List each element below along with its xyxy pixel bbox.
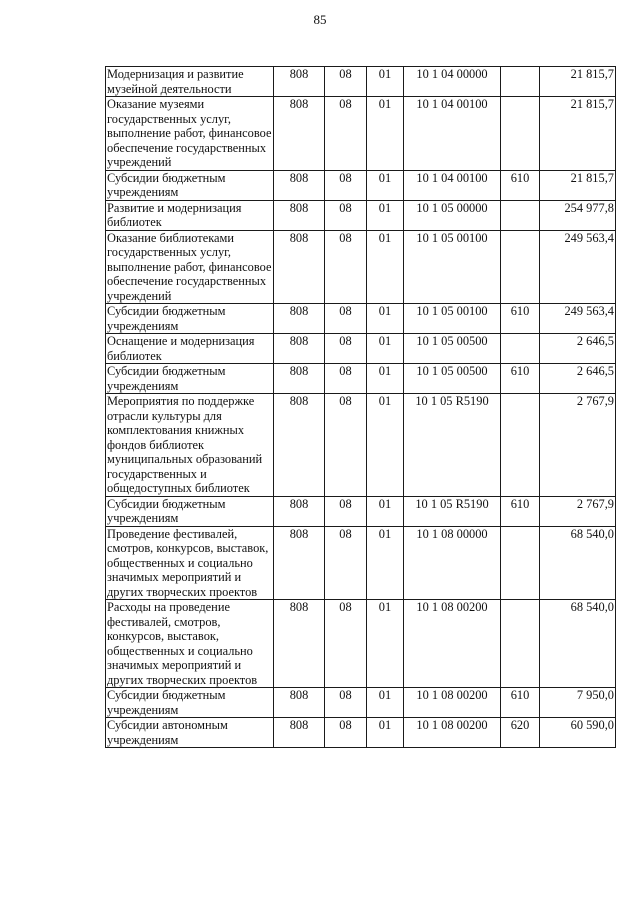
amount-cell: 68 540,0 [540,600,616,688]
amount-cell: 2 767,9 [540,394,616,497]
target-article-cell: 10 1 05 00500 [404,364,501,394]
subsection-code-cell: 01 [367,364,404,394]
expense-name-cell: Развитие и модернизация библиотек [106,200,274,230]
ministry-code-cell: 808 [274,230,325,304]
amount-cell: 60 590,0 [540,718,616,748]
table-row [106,304,616,334]
expense-name-cell: Оказание музеями государственных услуг, выполнение работ, финансовое обеспечение государственных учреждений [106,97,274,171]
ministry-code-cell: 808 [274,364,325,394]
target-article-cell: 10 1 05 00100 [404,230,501,304]
expense-name-cell: Модернизация и развитие музейной деятельности [106,67,274,97]
expense-name-cell: Субсидии бюджетным учреждениям [106,688,274,718]
ministry-code-cell: 808 [274,170,325,200]
subsection-code-cell: 01 [367,304,404,334]
amount-cell: 2 767,9 [540,496,616,526]
amount-cell: 7 950,0 [540,688,616,718]
section-code-cell: 08 [325,364,367,394]
table-row [106,394,616,497]
table-row [106,97,616,171]
target-article-cell: 10 1 08 00200 [404,718,501,748]
ministry-code-cell: 808 [274,526,325,600]
table-row [106,67,616,97]
section-code-cell: 08 [325,394,367,497]
expense-name-cell: Оснащение и модернизация библиотек [106,334,274,364]
subsection-code-cell: 01 [367,230,404,304]
section-code-cell: 08 [325,334,367,364]
expense-name-cell: Расходы на проведение фестивалей, смотров, конкурсов, выставок, общественных и социально значимых мероприятий и других творческих проектов [106,600,274,688]
expense-type-cell [501,97,540,171]
expense-type-cell [501,334,540,364]
target-article-cell: 10 1 04 00100 [404,97,501,171]
expense-type-cell: 610 [501,364,540,394]
section-code-cell: 08 [325,67,367,97]
section-code-cell: 08 [325,600,367,688]
ministry-code-cell: 808 [274,67,325,97]
table-row [106,718,616,748]
target-article-cell: 10 1 04 00100 [404,170,501,200]
expense-type-cell: 620 [501,718,540,748]
table-row [106,364,616,394]
subsection-code-cell: 01 [367,496,404,526]
target-article-cell: 10 1 05 00100 [404,304,501,334]
table-row [106,600,616,688]
expense-type-cell: 610 [501,170,540,200]
table-row [106,688,616,718]
amount-cell: 21 815,7 [540,67,616,97]
expense-name-cell: Субсидии бюджетным учреждениям [106,364,274,394]
subsection-code-cell: 01 [367,334,404,364]
section-code-cell: 08 [325,526,367,600]
subsection-code-cell: 01 [367,688,404,718]
expense-name-cell: Субсидии бюджетным учреждениям [106,170,274,200]
expense-type-cell [501,200,540,230]
section-code-cell: 08 [325,230,367,304]
target-article-cell: 10 1 08 00000 [404,526,501,600]
subsection-code-cell: 01 [367,97,404,171]
expense-type-cell [501,600,540,688]
expense-name-cell: Субсидии бюджетным учреждениям [106,304,274,334]
table-row [106,200,616,230]
subsection-code-cell: 01 [367,67,404,97]
ministry-code-cell: 808 [274,718,325,748]
amount-cell: 249 563,4 [540,230,616,304]
section-code-cell: 08 [325,97,367,171]
page-number: 85 [313,12,327,27]
target-article-cell: 10 1 08 00200 [404,688,501,718]
budget-table-body [106,67,616,748]
table-row [106,526,616,600]
expense-type-cell [501,526,540,600]
table-row [106,230,616,304]
subsection-code-cell: 01 [367,170,404,200]
amount-cell: 68 540,0 [540,526,616,600]
section-code-cell: 08 [325,718,367,748]
ministry-code-cell: 808 [274,334,325,364]
target-article-cell: 10 1 04 00000 [404,67,501,97]
expense-name-cell: Проведение фестивалей, смотров, конкурсов, выставок, общественных и социально значимых мероприятий и других творческих проектов [106,526,274,600]
expense-name-cell: Субсидии автономным учреждениям [106,718,274,748]
section-code-cell: 08 [325,496,367,526]
ministry-code-cell: 808 [274,600,325,688]
section-code-cell: 08 [325,200,367,230]
ministry-code-cell: 808 [274,304,325,334]
amount-cell: 21 815,7 [540,97,616,171]
subsection-code-cell: 01 [367,718,404,748]
expense-type-cell: 610 [501,496,540,526]
amount-cell: 249 563,4 [540,304,616,334]
expense-name-cell: Мероприятия по поддержке отрасли культуры для комплектования книжных фондов библиотек муниципальных образований государственных и общедоступных библиотек [106,394,274,497]
table-row [106,170,616,200]
table-row [106,334,616,364]
target-article-cell: 10 1 05 R5190 [404,496,501,526]
budget-table [105,66,616,748]
subsection-code-cell: 01 [367,600,404,688]
amount-cell: 21 815,7 [540,170,616,200]
expense-name-cell: Оказание библиотеками государственных услуг, выполнение работ, финансовое обеспечение государственных учреждений [106,230,274,304]
subsection-code-cell: 01 [367,526,404,600]
target-article-cell: 10 1 05 00500 [404,334,501,364]
amount-cell: 2 646,5 [540,334,616,364]
target-article-cell: 10 1 05 R5190 [404,394,501,497]
section-code-cell: 08 [325,170,367,200]
expense-type-cell [501,394,540,497]
target-article-cell: 10 1 08 00200 [404,600,501,688]
subsection-code-cell: 01 [367,200,404,230]
section-code-cell: 08 [325,304,367,334]
expense-type-cell: 610 [501,688,540,718]
ministry-code-cell: 808 [274,688,325,718]
section-code-cell: 08 [325,688,367,718]
ministry-code-cell: 808 [274,496,325,526]
expense-type-cell: 610 [501,304,540,334]
ministry-code-cell: 808 [274,200,325,230]
ministry-code-cell: 808 [274,394,325,497]
expense-type-cell [501,67,540,97]
table-row [106,496,616,526]
expense-name-cell: Субсидии бюджетным учреждениям [106,496,274,526]
ministry-code-cell: 808 [274,97,325,171]
amount-cell: 254 977,8 [540,200,616,230]
subsection-code-cell: 01 [367,394,404,497]
expense-type-cell [501,230,540,304]
target-article-cell: 10 1 05 00000 [404,200,501,230]
amount-cell: 2 646,5 [540,364,616,394]
